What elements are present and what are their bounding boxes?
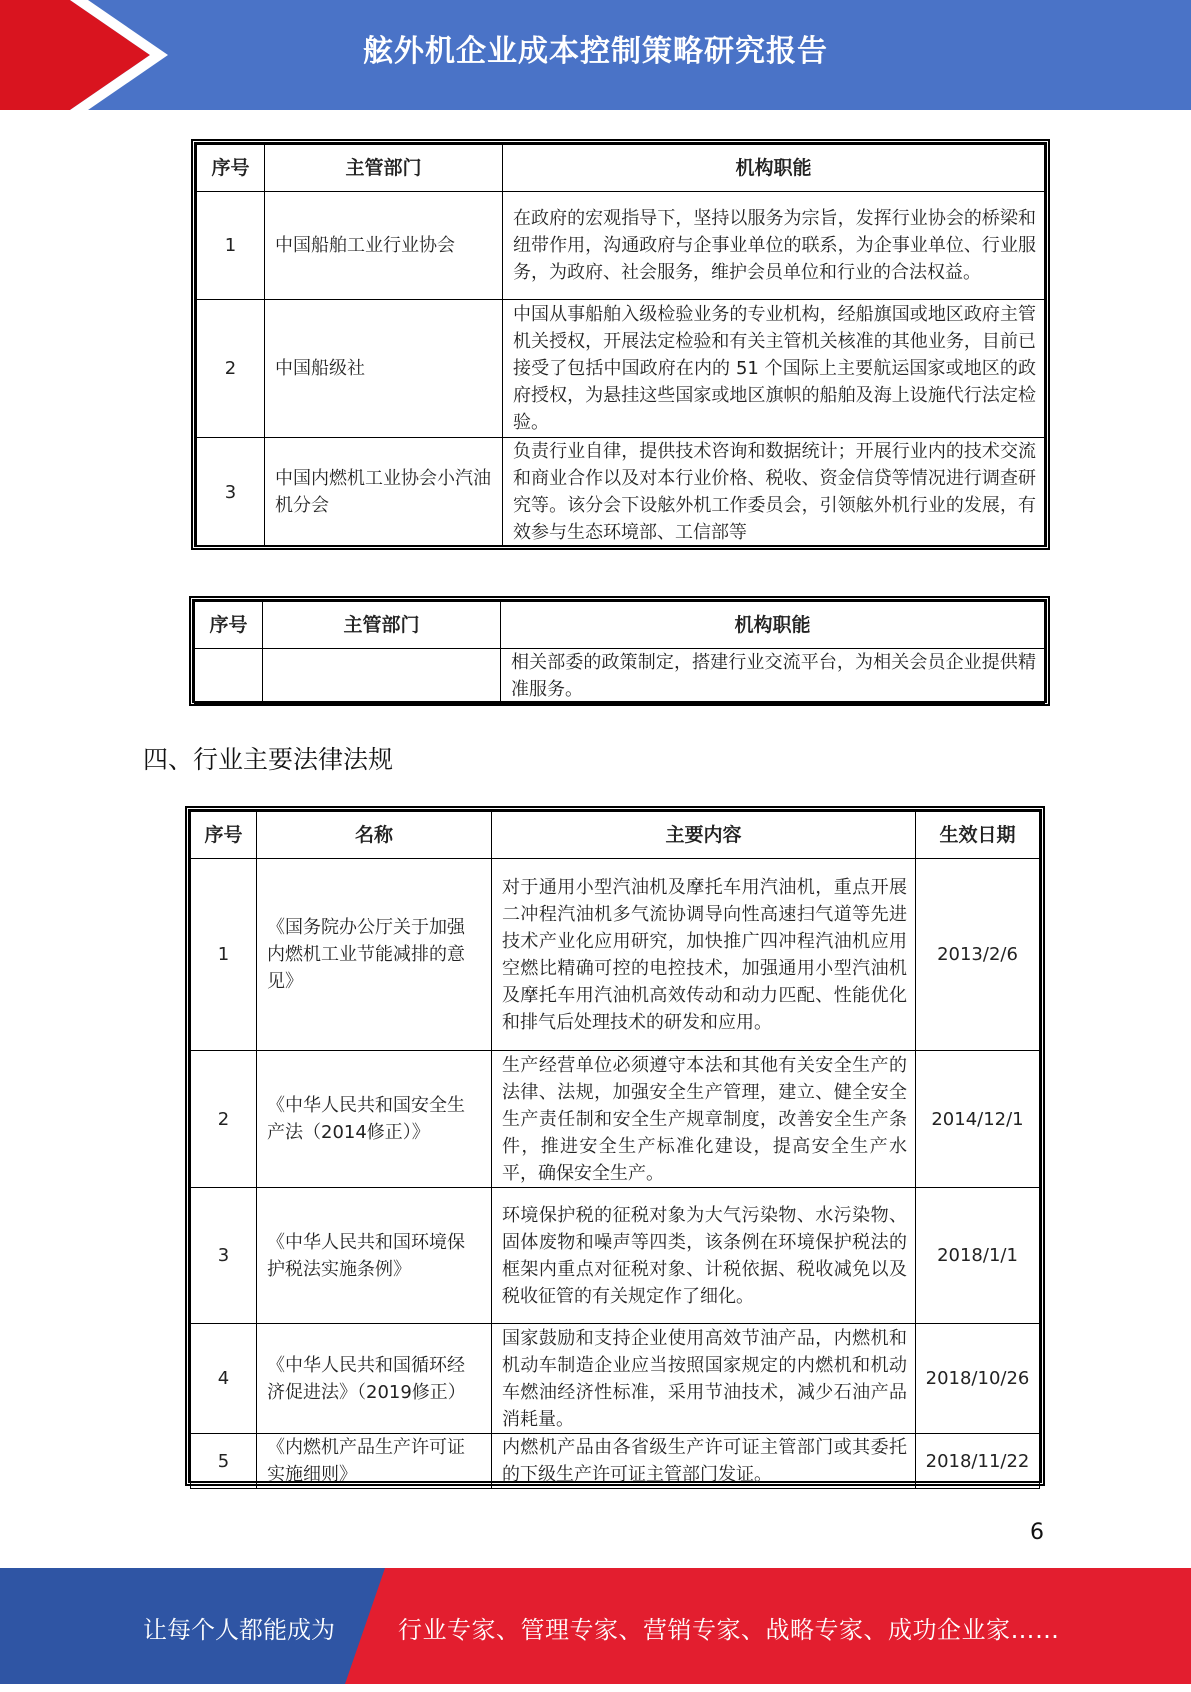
col-header-no: 序号 xyxy=(195,602,263,649)
agency-table-1 xyxy=(191,139,1050,550)
table-row xyxy=(191,1434,1040,1489)
col-header-function: 机构职能 xyxy=(503,145,1045,192)
row-no: 2 xyxy=(191,1051,257,1188)
table-header-row xyxy=(195,602,1045,649)
row-no: 4 xyxy=(191,1324,257,1434)
table-header-row xyxy=(197,145,1045,192)
row-function: 中国从事船舶入级检验业务的专业机构，经船旗国或地区政府主管机关授权，开展法定检验和有关主管机关核准的其他业务，目前已接受了包括中国政府在内的 51 个国际上主要航运国家或地区的政府授权，为悬挂这些国家或地区旗帜的船舶及海上设施代行法定检验。 xyxy=(503,300,1045,438)
row-content: 环境保护税的征税对象为大气污染物、水污染物、固体废物和噪声等四类，该条例在环境保护税法的框架内重点对征税对象、计税依据、税收减免以及税收征管的有关规定作了细化。 xyxy=(492,1188,916,1324)
row-content: 内燃机产品由各省级生产许可证主管部门或其委托的下级生产许可证主管部门发证。 xyxy=(492,1434,916,1489)
row-dept xyxy=(263,649,501,704)
table-row xyxy=(191,1188,1040,1324)
row-name: 《中华人民共和国安全生产法（2014修正）》 xyxy=(257,1051,492,1188)
row-date: 2018/11/22 xyxy=(916,1434,1040,1489)
agency-table-2 xyxy=(189,596,1050,706)
row-content: 国家鼓励和支持企业使用高效节油产品，内燃机和机动车制造企业应当按照国家规定的内燃机和机动车燃油经济性标准，采用节油技术，减少石油产品消耗量。 xyxy=(492,1324,916,1434)
row-function: 相关部委的政策制定，搭建行业交流平台，为相关会员企业提供精准服务。 xyxy=(501,649,1045,704)
col-header-no: 序号 xyxy=(191,812,257,859)
footer-slogan-left: 让每个人都能成为 xyxy=(143,1616,335,1644)
row-date: 2018/1/1 xyxy=(916,1188,1040,1324)
row-dept: 中国船级社 xyxy=(265,300,503,438)
col-header-dept: 主管部门 xyxy=(263,602,501,649)
row-no: 5 xyxy=(191,1434,257,1489)
row-function: 在政府的宏观指导下，坚持以服务为宗旨，发挥行业协会的桥梁和纽带作用，沟通政府与企事业单位的联系，为企事业单位、行业服务，为政府、社会服务，维护会员单位和行业的合法权益。 xyxy=(503,192,1045,300)
row-content: 生产经营单位必须遵守本法和其他有关安全生产的法律、法规，加强安全生产管理，建立、健全安全生产责任制和安全生产规章制度，改善安全生产条件，推进安全生产标准化建设，提高安全生产水平，确保安全生产。 xyxy=(492,1051,916,1188)
table-row xyxy=(197,192,1045,300)
row-no: 3 xyxy=(197,438,265,547)
footer-slogan-right: 行业专家、管理专家、营销专家、战略专家、成功企业家…… xyxy=(398,1616,1060,1644)
row-function: 负责行业自律，提供技术咨询和数据统计；开展行业内的技术交流和商业合作以及对本行业价格、税收、资金信贷等情况进行调查研究等。该分会下设舷外机工作委员会，引领舷外机行业的发展，有效参与生态环境部、工信部等 xyxy=(503,438,1045,547)
table-row xyxy=(191,1051,1040,1188)
row-dept: 中国船舶工业行业协会 xyxy=(265,192,503,300)
table-row xyxy=(191,859,1040,1051)
row-date: 2014/12/1 xyxy=(916,1051,1040,1188)
row-name: 《国务院办公厅关于加强内燃机工业节能减排的意见》 xyxy=(257,859,492,1051)
table-row xyxy=(191,1324,1040,1434)
col-header-function: 机构职能 xyxy=(501,602,1045,649)
col-header-dept: 主管部门 xyxy=(265,145,503,192)
col-header-no: 序号 xyxy=(197,145,265,192)
table-row xyxy=(195,649,1045,704)
row-no xyxy=(195,649,263,704)
table-row xyxy=(197,438,1045,547)
row-date: 2013/2/6 xyxy=(916,859,1040,1051)
row-no: 3 xyxy=(191,1188,257,1324)
col-header-date: 生效日期 xyxy=(916,812,1040,859)
page-number: 6 xyxy=(1030,1520,1044,1545)
col-header-content: 主要内容 xyxy=(492,812,916,859)
row-name: 《中华人民共和国环境保护税法实施条例》 xyxy=(257,1188,492,1324)
row-name: 《中华人民共和国循环经济促进法》（2019修正） xyxy=(257,1324,492,1434)
row-name: 《内燃机产品生产许可证实施细则》 xyxy=(257,1434,492,1489)
regulations-table xyxy=(185,806,1045,1486)
row-no: 2 xyxy=(197,300,265,438)
row-dept: 中国内燃机工业协会小汽油机分会 xyxy=(265,438,503,547)
col-header-name: 名称 xyxy=(257,812,492,859)
table-header-row xyxy=(191,812,1040,859)
row-no: 1 xyxy=(197,192,265,300)
row-content: 对于通用小型汽油机及摩托车用汽油机，重点开展二冲程汽油机多气流协调导向性高速扫气道等先进技术产业化应用研究，加快推广四冲程汽油机应用空燃比精确可控的电控技术，加强通用小型汽油机及摩托车用汽油机高效传动和动力匹配、性能优化和排气后处理技术的研发和应用。 xyxy=(492,859,916,1051)
report-title: 舷外机企业成本控制策略研究报告 xyxy=(363,34,828,69)
page-footer xyxy=(0,1568,1191,1684)
row-no: 1 xyxy=(191,859,257,1051)
row-date: 2018/10/26 xyxy=(916,1324,1040,1434)
page-header xyxy=(0,0,1191,110)
table-row xyxy=(197,300,1045,438)
section-heading: 四、行业主要法律法规 xyxy=(143,745,394,774)
